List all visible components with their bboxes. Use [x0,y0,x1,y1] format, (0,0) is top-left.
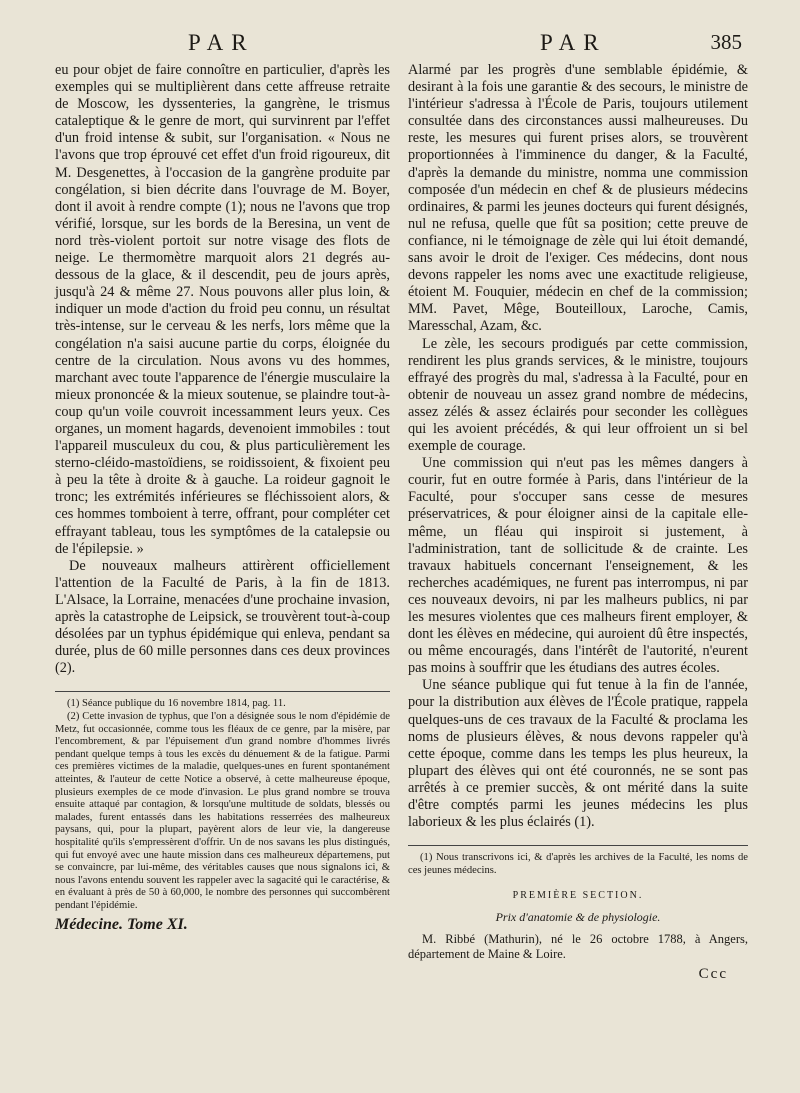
body-paragraph: eu pour objet de faire connoître en particulier, d'après les exemples qui se multiplièrent dans cette affreuse retraite de Moscow, les dyssenteries, la gangrène, le trismus cataleptique & le genre de mort, qui survinrent par l'effet d'un froid intense & subit, sur l'organisation. « Nous ne l'avons que trop éprouvé cet effet d'un froid rigoureux, dit M. Desgenettes, à l'occasion de la gangrène produite par congélation, si bien décrite dans l'ouvrage de M. Boyer, dont il avoit à rendre compte (1); nous ne l'avons que trop vérifié, lorsque, sur les bords de la Beresina, un vent de nord très-violent portoit sur notre visage des flots de neige. Le thermomètre marquoit alors 21 degrés au-dessous de la glace, & il descendit, peu de jours après, jusqu'à 24 & même 27. Nous pouvons aller plus loin, & indiquer un mode d'action du froid peu connu, un résultat très-intense, sur le cerveau & les nerfs, lors même que la congélation n'a saisi aucune partie du corps, éloignée du centre de la circulation. Nous avons vu des hommes, marchant avec toute l'apparence de l'énergie musculaire la mieux prononcée & la mieux soutenue, se plaindre tout-à-coup qu'un voile couvroit incessamment leurs yeux. Ces organes, un moment hagards, devenoient immobiles : tout l'appareil musculeux du cou, & plus particulièrement les sterno-cléido-mastoïdiens, se roidissoient, & fixoient peu à peu la tête à droite & à gauche. La roideur gagnoit le tronc; les extrémités inférieures se fléchissoient alors, & ces hommes tomboient à terre, offrant, pour compléter cet effrayant tableau, tous les symptômes de la catalepsie ou de l'épilepsie. » [55,62,390,557]
laureate-entry: M. Ribbé (Mathurin), né le 26 octobre 1788, à Angers, département de Maine & Loire. [408,931,748,961]
footnotes [408,852,748,877]
right-column [408,62,748,983]
left-column [55,62,390,934]
body-paragraph: Alarmé par les progrès d'une semblable épidémie, & desirant à la fois une garantie & des secours, le ministre de l'intérieur s'adressa à l'École de Paris, toujours utilement consultée dans des circonstances aussi malheureuses. Du reste, les mesures qui furent prises alors, se trouvèrent proportionnées à l'imminence du danger, & la Faculté, d'après la demande du ministre, nomma une commission composée d'un médecin en chef & de plusieurs médecins ordinaires, & parmi les jeunes docteurs qui furent désignés, nul ne refusa, quelle que fût sa position; cette preuve de confiance, ni le témoignage de zèle qui lui étoit demandé, sans avoir le droit de l'exiger. Ces médecins, dont nous devons rappeler les noms avec une exactitude religieuse, étoient M. Fouquier, médecin en chef de la commission; MM. Pavet, Mêge, Bouteilloux, Laroche, Camis, Maresschal, Azam, &c. [408,62,748,335]
body-paragraph: De nouveaux malheurs attirèrent officiellement l'attention de la Faculté de Paris, à la fin de 1813. L'Alsace, la Lorraine, menacées d'une prochaine invasion, après la catastrophe de Leipsick, se trouvèrent tout-à-coup désolées par un typhus épidémique qui enleva, pendant sa durée, plus de 60 mille personnes dans ces deux provinces (2). [55,557,390,677]
running-head-right: PAR [540,30,607,55]
page-number: 385 [710,30,742,54]
footnote: (1) Séance publique du 16 novembre 1814, pag. 11. [67,698,286,710]
footnote: (1) Nous transcrivons ici, & d'après les archives de la Faculté, les noms de ces jeunes médecins. [408,852,748,876]
footnote-divider [408,845,748,846]
footnote-divider [55,691,390,692]
body-paragraph: Une séance publique qui fut tenue à la fin de l'année, pour la distribution aux élèves de l'École pratique, rappela quelques-uns de ces travaux de la Faculté & proclama les noms de plusieurs élèves, & nous devons rappeler qu'à cette époque, comme dans les temps les plus heureux, la plupart des élèves qui ont été couronnés, ne se sont pas arrêtés à ce premier succès, & ont mérité dans la suite d'être comptés parmi les jeunes médecins les plus laborieux & les plus éclairés (1). [408,677,748,831]
signature-mark: Ccc [698,965,728,982]
footnote: (2) Cette invasion de typhus, que l'on a désignée sous le nom d'épidémie de Metz, fut occasionnée, comme tous les fléaux de ce genre, par la misère, par l'encombrement, & par l'épuisement d'un grand nombre d'hommes livrés pendant quelque temps à tous les excès du dénuement & de la fatigue. Parmi ces premières victimes de la maladie, quelques-unes en furent spontanément atteintes, & l'auteur de cette Notice a observé, à cette malheureuse époque, plusieurs exemples de ce mode d'invasion. Le plus grand nombre se trouva ensuite attaqué par contagion, & lorsqu'une multitude de soldats, blessés ou malades, furent entassés dans les habitations resserrées des malheureux paysans, qui, pour la plupart, payèrent alors de leur vie, la dangereuse hospitalité qu'ils s'empressèrent d'offrir. Un de nos savans les plus distingués, qui fut envoyé avec une haute mission dans ces malheureux départemens, put se convaincre, par lui-même, des véritables causes que nous signalons ici, & nous l'avons entendu souvent les rappeler avec la sagacité qui le caractérise, & en évaluant à près de 50 à 60,000, le nombre des personnes qui succombèrent pendant l'épidémie. [55,710,390,911]
prize-title: Prix d'anatomie & de physiologie. [495,909,661,924]
body-paragraph: Le zèle, les secours prodigués par cette commission, rendirent les plus grands services, & le ministre, toujours effrayé des progrès du mal, s'adressa à la Faculté, pour en obtenir de nouveau un assez grand nombre de médecins, assez zélés & assez éclairés pour seconder les collègues qui les avoient précédés, & qui leur offroient un si bel exemple de courage. [408,335,748,455]
signature-line: Médecine. Tome XI. [55,916,188,934]
footnotes [55,698,390,912]
running-head-left: PAR [188,30,255,55]
section-title: PREMIÈRE SECTION. [512,890,644,902]
body-paragraph: Une commission qui n'eut pas les mêmes dangers à courir, fut en outre formée à Paris, dans l'intérieur de la Faculté, pour s'occuper sans cesse de mesures préservatrices, & pour éloigner ainsi de la capitale elle-même, un fléau qui inspiroit si justement, à l'administration, tant de sollicitude & de crainte. Les travaux habituels concernant l'enseignement, & les recherches académiques, ne furent pas interrompus, ni par ces nouveaux devoirs, ni par les malheurs publics, ni par les mesures violentes que ces malheurs firent employer, & dont les élèves en médecine, qui auroient dû être inspectés, ou même encouragés, dans l'intérêt de l'autorité, n'eurent pas moins à souffrir que les étudians des autres écoles. [408,455,748,677]
